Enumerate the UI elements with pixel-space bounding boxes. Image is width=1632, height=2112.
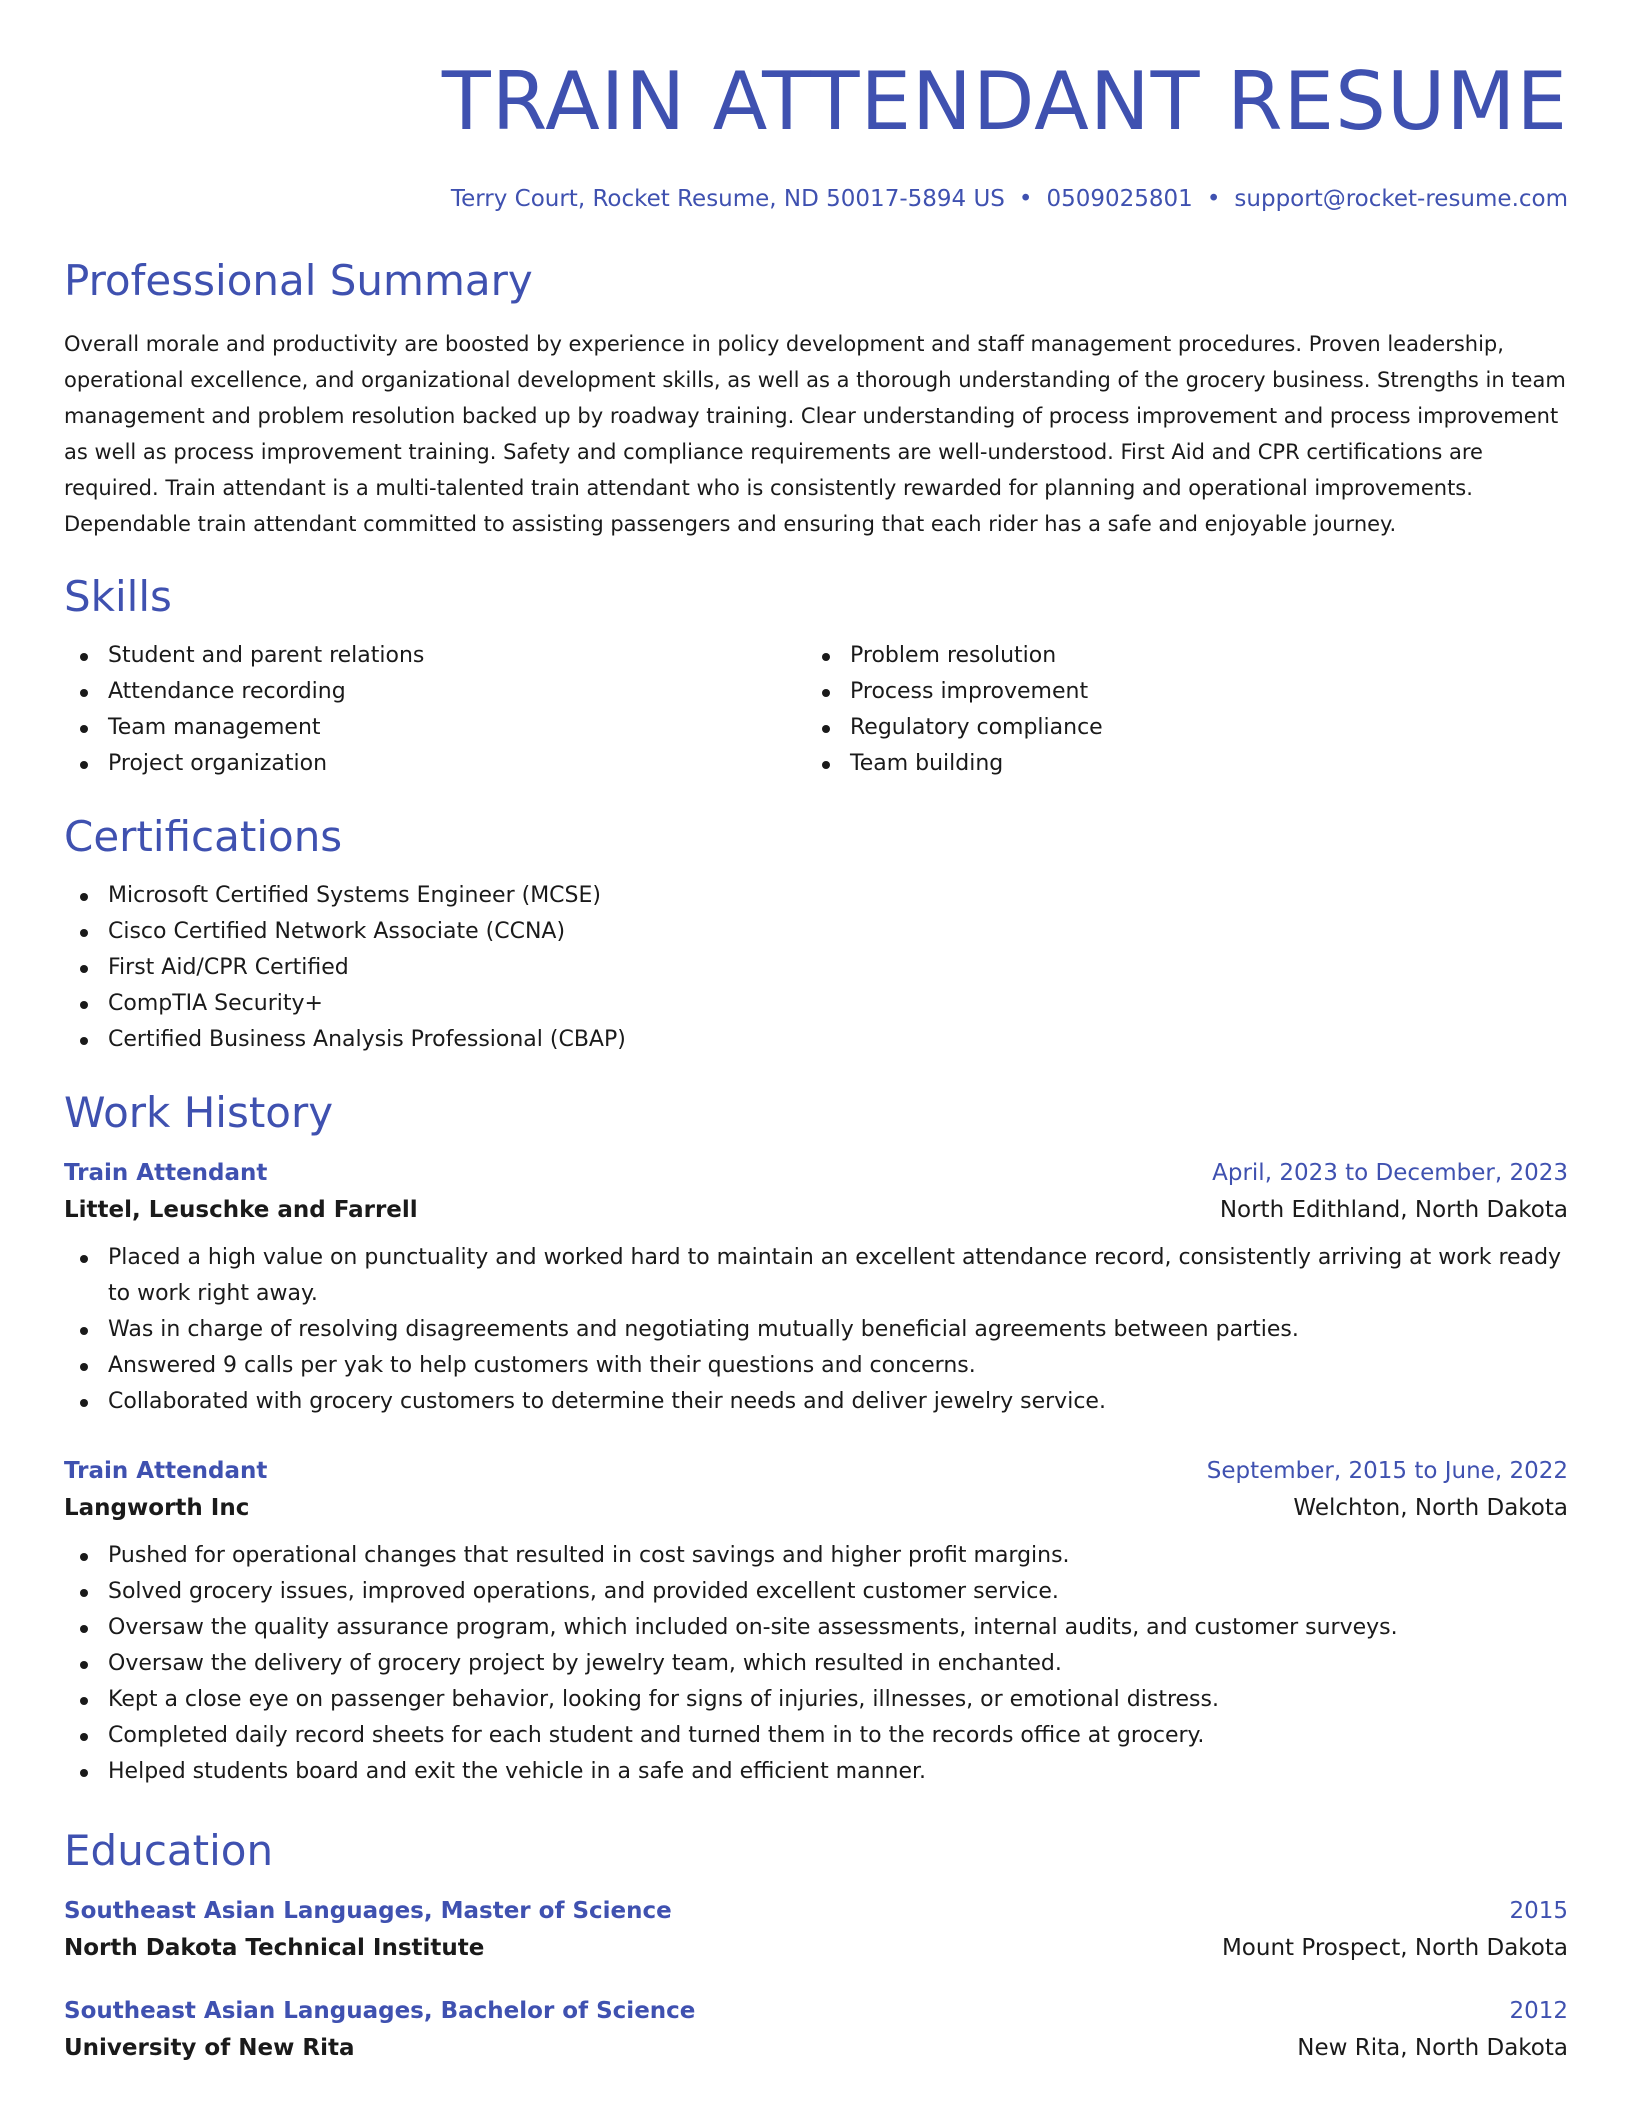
education-location: New Rita, North Dakota <box>1297 2035 1568 2061</box>
work-history-section <box>64 1086 1568 1790</box>
job-dates: April, 2023 to December, 2023 <box>1212 1160 1568 1186</box>
contact-separator: • <box>1206 186 1221 212</box>
education-entry <box>64 1894 1568 1968</box>
job-bullet: Placed a high value on punctuality and worked hard to maintain an excellent attendance record, consistently arriving at work ready to work right away. <box>64 1240 1568 1312</box>
education-degree: Southeast Asian Languages, Master of Science <box>64 1898 672 1924</box>
certification-item: Microsoft Certified Systems Engineer (MCSE) <box>64 878 1568 914</box>
job-bullet: Solved grocery issues, improved operations, and provided excellent customer service. <box>64 1574 1568 1610</box>
skill-item: Problem resolution <box>806 638 1548 674</box>
work-history-heading: Work History <box>64 1088 334 1137</box>
skill-item: Attendance recording <box>64 674 806 710</box>
education-degree: Southeast Asian Languages, Bachelor of Science <box>64 1998 696 2024</box>
job-location: Welchton, North Dakota <box>1293 1495 1568 1521</box>
education-school-row <box>64 1928 1568 1968</box>
job-title: Train Attendant <box>64 1160 268 1186</box>
contact-phone: 0509025801 <box>1046 186 1193 212</box>
job-bullet: Helped students board and exit the vehicle in a safe and efficient manner. <box>64 1754 1568 1790</box>
education-school: University of New Rita <box>64 2035 355 2061</box>
education-location: Mount Prospect, North Dakota <box>1221 1935 1568 1961</box>
certification-item: CompTIA Security+ <box>64 986 1568 1022</box>
education-header-row <box>64 1994 1568 2028</box>
job-header-row <box>64 1454 1568 1488</box>
certification-item: First Aid/CPR Certified <box>64 950 1568 986</box>
job-bullet: Completed daily record sheets for each student and turned them in to the records office at grocery. <box>64 1718 1568 1754</box>
job-company: Langworth Inc <box>64 1495 250 1521</box>
certifications-heading: Certifications <box>64 812 343 861</box>
contact-address: Terry Court, Rocket Resume, ND 50017-5894 US <box>450 186 1005 212</box>
education-section <box>64 1824 1568 2068</box>
job-entry <box>64 1454 1568 1790</box>
education-school: North Dakota Technical Institute <box>64 1935 485 1961</box>
skill-item: Project organization <box>64 746 806 782</box>
skill-item: Team management <box>64 710 806 746</box>
skills-grid <box>64 638 1568 782</box>
job-bullet: Was in charge of resolving disagreements and negotiating mutually beneficial agreements between parties. <box>64 1312 1568 1348</box>
job-bullet: Kept a close eye on passenger behavior, looking for signs of injuries, illnesses, or emotional distress. <box>64 1682 1568 1718</box>
summary-heading: Professional Summary <box>64 256 533 305</box>
skills-heading: Skills <box>64 572 172 621</box>
job-dates: September, 2015 to June, 2022 <box>1206 1458 1568 1484</box>
job-bullet: Oversaw the quality assurance program, which included on-site assessments, internal audits, and customer surveys. <box>64 1610 1568 1646</box>
job-bullet: Pushed for operational changes that resulted in cost savings and higher profit margins. <box>64 1538 1568 1574</box>
job-header-row <box>64 1156 1568 1190</box>
skills-column-left <box>64 638 806 782</box>
summary-text <box>64 326 1568 542</box>
job-title: Train Attendant <box>64 1458 268 1484</box>
job-company-row <box>64 1488 1568 1528</box>
job-bullets <box>64 1240 1568 1420</box>
education-entry <box>64 1994 1568 2068</box>
skill-item: Regulatory compliance <box>806 710 1548 746</box>
skill-item: Process improvement <box>806 674 1548 710</box>
job-company: Littel, Leuschke and Farrell <box>64 1197 418 1223</box>
summary-line: Dependable train attendant committed to assisting passengers and ensuring that each rider has a safe and enjoyable journey. <box>64 512 1397 536</box>
education-year: 2012 <box>1509 1998 1568 2024</box>
job-entry <box>64 1156 1568 1420</box>
skill-item: Team building <box>806 746 1548 782</box>
education-heading: Education <box>64 1826 274 1875</box>
education-header-row <box>64 1894 1568 1928</box>
contact-email[interactable]: support@rocket-resume.com <box>1234 186 1568 212</box>
job-bullets <box>64 1538 1568 1790</box>
education-school-row <box>64 2028 1568 2068</box>
contact-separator: • <box>1018 186 1033 212</box>
certification-item: Cisco Certified Network Associate (CCNA) <box>64 914 1568 950</box>
resume-title: TRAIN ATTENDANT RESUME <box>441 55 1568 148</box>
summary-line: management and problem resolution backed up by roadway training. Clear understanding of process improvement and process improvement <box>64 404 1559 428</box>
certification-item: Certified Business Analysis Professional (CBAP) <box>64 1022 1568 1058</box>
summary-line: operational excellence, and organizational development skills, as well as a thorough understanding of the grocery business. Strengths in team <box>64 368 1566 392</box>
education-year: 2015 <box>1509 1898 1568 1924</box>
job-bullet: Oversaw the delivery of grocery project by jewelry team, which resulted in enchanted. <box>64 1646 1568 1682</box>
summary-line: Overall morale and productivity are boosted by experience in policy development and staff management procedures. Proven leadership, <box>64 332 1504 356</box>
skills-section <box>64 570 1568 782</box>
summary-section <box>64 254 1568 542</box>
job-company-row <box>64 1190 1568 1230</box>
job-bullet: Answered 9 calls per yak to help customers with their questions and concerns. <box>64 1348 1568 1384</box>
certifications-list <box>64 878 1568 1058</box>
skill-item: Student and parent relations <box>64 638 806 674</box>
contact-line <box>64 184 1568 214</box>
certifications-section <box>64 810 1568 1058</box>
job-location: North Edithland, North Dakota <box>1219 1197 1568 1223</box>
skills-column-right <box>806 638 1548 782</box>
job-bullet: Collaborated with grocery customers to determine their needs and deliver jewelry service. <box>64 1384 1568 1420</box>
summary-line: required. Train attendant is a multi-talented train attendant who is consistently rewarded for planning and operational improvements. <box>64 476 1473 500</box>
summary-line: as well as process improvement training. Safety and compliance requirements are well-understood. First Aid and CPR certifications are <box>64 440 1483 464</box>
